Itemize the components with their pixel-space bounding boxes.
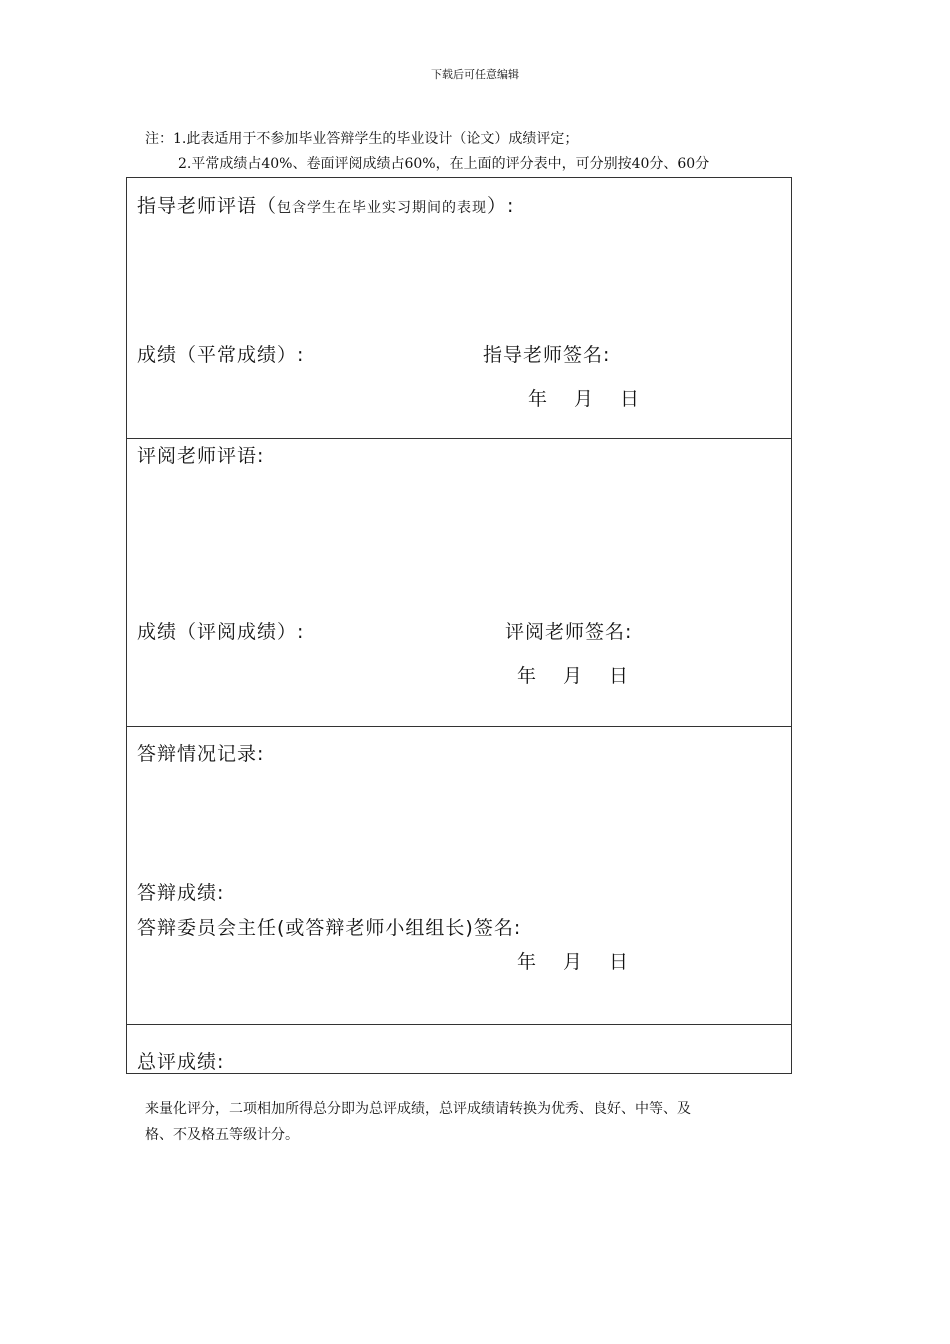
date-day: 日 [609, 951, 630, 973]
reviewer-sign-label: 评阅老师签名: [505, 621, 633, 643]
page-header: 下载后可任意编辑 [431, 68, 519, 81]
reviewer-comment-label: 评阅老师评语: [137, 445, 265, 467]
advisor-label-note: 包含学生在毕业实习期间的表现 [277, 200, 488, 216]
date-day: 日 [620, 388, 641, 410]
date-month: 月 [563, 951, 584, 973]
advisor-section [127, 178, 791, 439]
date-year: 年 [528, 388, 549, 410]
total-score-label: 总评成绩: [137, 1051, 225, 1073]
defense-score-label: 答辩成绩: [137, 882, 225, 904]
advisor-score-label: 成绩（平常成绩）: [137, 344, 305, 366]
advisor-comment-label [137, 191, 514, 218]
footer-line-2: 格、不及格五等级计分。 [145, 1127, 299, 1143]
advisor-label-end: ）: [487, 195, 515, 217]
advisor-sign-label: 指导老师签名: [483, 344, 611, 366]
date-year: 年 [517, 951, 538, 973]
reviewer-date [517, 661, 655, 688]
note-line-1: 注：1.此表适用于不参加毕业答辩学生的毕业设计（论文）成绩评定； [145, 131, 579, 147]
defense-section [127, 727, 791, 1025]
total-section [127, 1025, 791, 1073]
defense-date [517, 947, 655, 974]
footer-line-1: 来量化评分，二项相加所得总分即为总评成绩，总评成绩请转换为优秀、良好、中等、及 [145, 1101, 691, 1117]
reviewer-score-label: 成绩（评阅成绩）: [137, 621, 305, 643]
advisor-date [528, 384, 666, 411]
note-line-2: 2.平常成绩占40%、卷面评阅成绩占60%，在上面的评分表中，可分别按40分、60分 [178, 156, 710, 172]
date-month: 月 [563, 665, 584, 687]
evaluation-form [126, 177, 792, 1074]
defense-sign-label: 答辩委员会主任(或答辩老师小组组长)签名: [137, 917, 522, 939]
reviewer-section [127, 439, 791, 727]
date-year: 年 [517, 665, 538, 687]
advisor-label-main: 指导老师评语（ [137, 195, 278, 217]
defense-record-label: 答辩情况记录: [137, 743, 265, 765]
date-day: 日 [609, 665, 630, 687]
date-month: 月 [574, 388, 595, 410]
